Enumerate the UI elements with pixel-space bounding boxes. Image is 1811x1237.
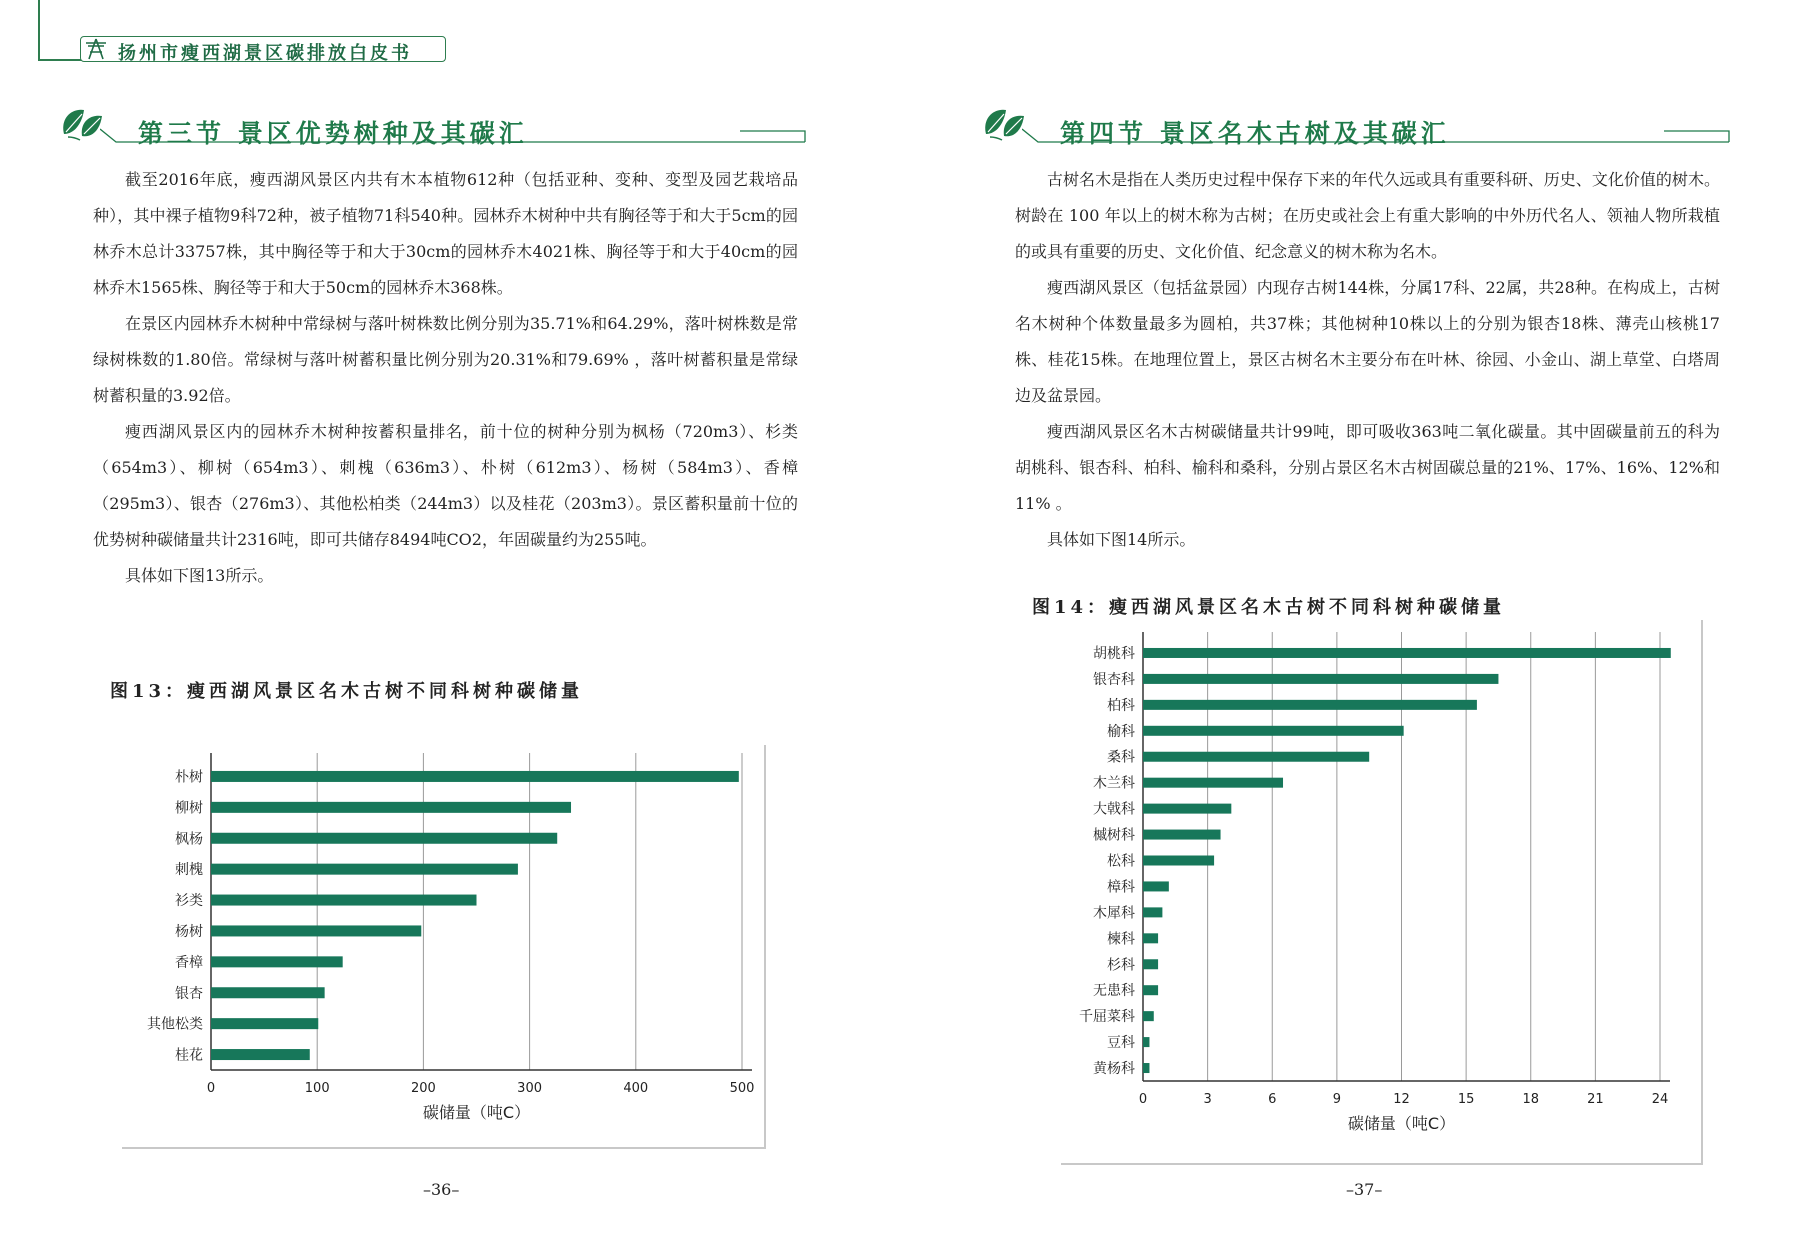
bar	[211, 987, 325, 998]
section-title: 第四节 景区名木古树及其碳汇	[1060, 119, 1450, 148]
bar	[1143, 985, 1158, 995]
x-axis-title: 碳储量（吨C）	[1347, 1114, 1456, 1133]
tick-label: 0	[1138, 1092, 1148, 1107]
category-label: 银杏科	[1093, 671, 1135, 688]
tick-label: 21	[1587, 1092, 1604, 1107]
bar	[211, 771, 739, 782]
category-label: 杨树	[175, 923, 203, 940]
bar	[211, 802, 571, 813]
tick-label: 9	[1332, 1092, 1342, 1107]
body-text	[1015, 162, 1720, 558]
paragraph: 具体如下图14所示。	[1047, 530, 1196, 549]
bar	[1143, 726, 1404, 736]
bar	[1143, 881, 1169, 891]
bar	[211, 833, 557, 844]
bar	[1143, 804, 1231, 814]
category-label: 楝科	[1107, 931, 1135, 948]
leaf-icon	[58, 104, 106, 144]
bar	[1143, 933, 1158, 943]
bar	[211, 1049, 310, 1060]
category-label: 千屈菜科	[1079, 1009, 1135, 1026]
category-label: 大戟科	[1093, 801, 1135, 818]
x-axis-title: 碳储量（吨C）	[422, 1103, 531, 1122]
section-title: 第三节 景区优势树种及其碳汇	[138, 119, 528, 148]
category-label: 樟科	[1107, 879, 1135, 896]
bar	[1143, 1063, 1149, 1073]
tick-label: 400	[623, 1081, 649, 1096]
category-label: 黄杨科	[1093, 1061, 1135, 1078]
header-title: 扬州市瘦西湖景区碳排放白皮书	[118, 43, 412, 64]
category-label: 柳树	[175, 800, 203, 817]
paragraph: 瘦西湖风景区内的园林乔木树种按蓄积量排名，前十位的树种分别为枫杨（720m3）、杉类（654m3）、柳树（654m3）、刺槐（636m3）、朴树（612m3）、杨树（584m3）、香樟（295m3）、银杏（276m3）、其他松柏类（244m3）以及桂花（203m3）。景区蓄积量前十位的优势树种碳储量共计2316吨，即可共储存8494吨CO2，年固碳量约为255吨。	[93, 422, 798, 549]
bar	[1143, 778, 1283, 788]
bar	[1143, 856, 1214, 866]
bar	[1143, 907, 1162, 917]
category-label: 榆科	[1107, 723, 1135, 740]
figure-caption: 图13：瘦西湖风景区名木古树不同科树种碳储量	[110, 681, 584, 702]
bar	[1143, 1011, 1154, 1021]
tick-label: 500	[729, 1081, 755, 1096]
tick-label: 0	[206, 1081, 216, 1096]
tick-label: 3	[1203, 1092, 1212, 1107]
tick-label: 6	[1268, 1092, 1277, 1107]
figure-caption: 图14：瘦西湖风景区名木古树不同科树种碳储量	[1032, 597, 1506, 618]
bar	[1143, 830, 1221, 840]
tick-label: 12	[1393, 1092, 1410, 1107]
tick-label: 15	[1457, 1092, 1475, 1107]
category-label: 桑科	[1107, 749, 1135, 766]
bar	[1143, 1037, 1149, 1047]
body-text	[93, 162, 798, 594]
category-label: 朴树	[175, 769, 203, 786]
category-label: 柏科	[1107, 697, 1135, 714]
category-label: 无患科	[1093, 983, 1135, 1000]
page-number: –36–	[423, 1180, 460, 1199]
paragraph: 瘦西湖风景区（包括盆景园）内现存古树144株，分属17科、22属，共28种。在构成上，古树名木树种个体数量最多为圆柏，共37株；其他树种10株以上的分别为银杏18株、薄壳山核桃17株、桂花15株。在地理位置上，景区古树名木主要分布在叶林、徐园、小金山、湖上草堂、白塔周边及盆景园。	[1015, 278, 1720, 405]
bar-chart-14	[1052, 618, 1712, 1170]
category-label: 豆科	[1107, 1035, 1135, 1052]
category-label: 木兰科	[1093, 775, 1135, 792]
bar	[211, 1018, 318, 1029]
bar	[1143, 648, 1671, 658]
bar-chart-13	[120, 740, 770, 1150]
category-label: 杉科	[1107, 957, 1135, 974]
category-label: 衫类	[175, 893, 203, 910]
bar	[211, 864, 518, 875]
bar	[1143, 959, 1158, 969]
category-label: 槭树科	[1093, 827, 1135, 844]
pylon-icon	[84, 38, 108, 60]
page-number: –37–	[1346, 1180, 1383, 1199]
bar	[211, 925, 421, 936]
title-rule	[1022, 128, 1732, 148]
category-label: 香樟	[175, 954, 203, 971]
category-label: 枫杨	[175, 831, 203, 848]
tick-label: 300	[517, 1081, 543, 1096]
paragraph: 古树名木是指在人类历史过程中保存下来的年代久远或具有重要科研、历史、文化价值的树木。树龄在 100 年以上的树木称为古树；在历史或社会上有重大影响的中外历代名人、领袖人物所栽植的或具有重要的历史、文化价值、纪念意义的树木称为名木。	[1015, 170, 1720, 261]
category-label: 木犀科	[1093, 905, 1135, 922]
bar	[1143, 700, 1477, 710]
category-label: 银杏	[175, 985, 203, 1002]
paragraph: 在景区内园林乔木树种中常绿树与落叶树株数比例分别为35.71%和64.29%，落叶树株数是常绿树株数的1.80倍。常绿树与落叶树蓄积量比例分别为20.31%和79.69% ，落叶树蓄积量是常绿树蓄积量的3.92倍。	[93, 314, 798, 405]
paragraph: 瘦西湖风景区名木古树碳储量共计99吨，即可吸收363吨二氧化碳量。其中固碳量前五的科为胡桃科、银杏科、柏科、榆科和桑科，分别占景区名木古树固碳总量的21%、17%、16%、12%和11% 。	[1015, 422, 1720, 513]
bar	[1143, 752, 1369, 762]
bar	[211, 895, 477, 906]
title-rule	[100, 128, 808, 148]
category-label: 桂花	[175, 1047, 203, 1064]
bar	[211, 956, 343, 967]
tick-label: 24	[1651, 1092, 1669, 1107]
category-label: 其他松类	[147, 1016, 203, 1033]
category-label: 刺槐	[175, 862, 203, 879]
paragraph: 具体如下图13所示。	[125, 566, 274, 585]
tick-label: 18	[1522, 1092, 1540, 1107]
category-label: 胡桃科	[1093, 645, 1135, 662]
category-label: 松科	[1107, 853, 1135, 870]
tick-label: 100	[304, 1081, 330, 1096]
tick-label: 200	[410, 1081, 436, 1096]
leaf-icon	[980, 104, 1028, 144]
bar	[1143, 674, 1498, 684]
paragraph: 截至2016年底，瘦西湖风景区内共有木本植物612种（包括亚种、变种、变型及园艺栽培品种），其中裸子植物9科72种，被子植物71科540种。园林乔木树种中共有胸径等于和大于5cm的园林乔木总计33757株，其中胸径等于和大于30cm的园林乔木4021株、胸径等于和大于40cm的园林乔木1565株、胸径等于和大于50cm的园林乔木368株。	[93, 170, 798, 297]
